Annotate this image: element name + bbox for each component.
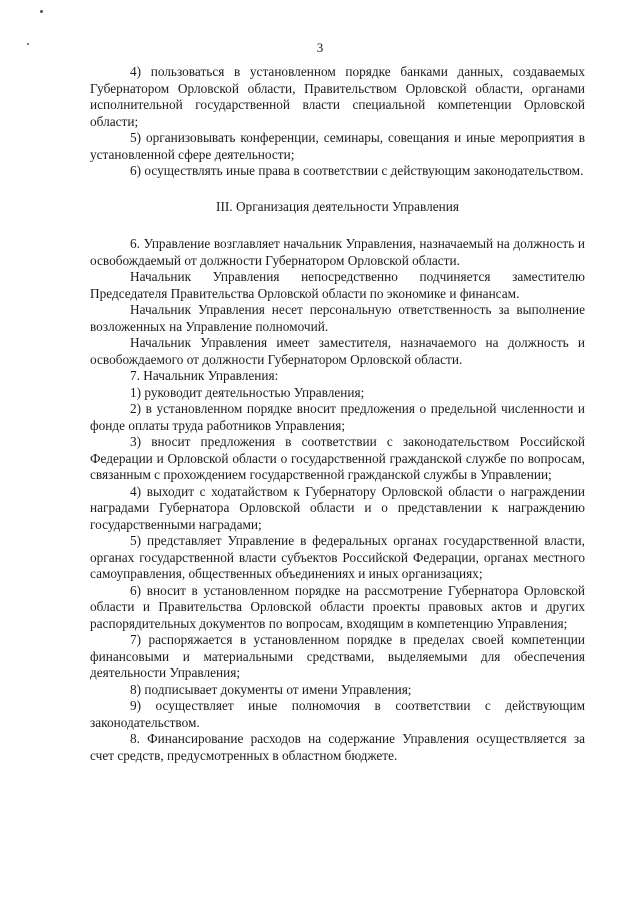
paragraph-6: 6. Управление возглавляет начальник Управления, назначаемый на должность и освобождаемый от должности Губернатором Орловской области. bbox=[90, 236, 585, 268]
section-heading: III. Организация деятельности Управления bbox=[216, 198, 459, 214]
paragraph-head-deputy: Начальник Управления имеет заместителя, назначаемого на должность и освобождаемого от должности Губернатором Орловской области. bbox=[90, 335, 585, 367]
document-body bbox=[90, 64, 585, 764]
list-item-7: 7) распоряжается в установленном порядке в пределах своей компетенции финансовыми и материальными средствами, выделяемыми для обеспечения деятельности Управления; bbox=[90, 632, 585, 680]
list-item-1: 1) руководит деятельностью Управления; bbox=[130, 384, 365, 400]
list-item-3: 3) вносит предложения в соответствии с законодательством Российской Федерации и Орловской области о государственной гражданской службе по вопросам, связанным с прохождением государственной гражданской службы в Управлении; bbox=[90, 434, 585, 482]
page-number: 3 bbox=[316, 40, 324, 55]
list-item-9: 9) осуществляет иные полномочия в соответствии с действующим законодательством. bbox=[90, 698, 585, 730]
scan-speck bbox=[40, 10, 43, 13]
list-item-5: 5) представляет Управление в федеральных органах государственной власти, органах государственной власти субъектов Российской Федерации, органах местного самоуправления, общественных объединениях и иных организациях; bbox=[90, 533, 585, 581]
list-item-2: 2) в установленном порядке вносит предложения о предельной численности и фонде оплаты труда работников Управления; bbox=[90, 401, 585, 433]
paragraph-7: 7. Начальник Управления: bbox=[130, 368, 279, 383]
paragraph-head-responsibility: Начальник Управления несет персональную ответственность за выполнение возложенных на Управление полномочий. bbox=[90, 302, 585, 334]
paragraph-head-subordination: Начальник Управления непосредственно подчиняется заместителю Председателя Правительства Орловской области по экономике и финансам. bbox=[90, 269, 585, 301]
list-item-8: 8) подписывает документы от имени Управления; bbox=[130, 681, 412, 697]
paragraph-rights-5: 5) организовывать конференции, семинары, совещания и иные мероприятия в установленной сфере деятельности; bbox=[90, 130, 585, 162]
paragraph-8: 8. Финансирование расходов на содержание Управления осуществляется за счет средств, предусмотренных в областном бюджете. bbox=[90, 731, 585, 763]
paragraph-rights-4: 4) пользоваться в установленном порядке банками данных, создаваемых Губернатором Орловской области, Правительством Орловской области, органами исполнительной государственной власти специальной компетенции Орловской области; bbox=[90, 64, 585, 129]
list-item-6: 6) вносит в установленном порядке на рассмотрение Губернатора Орловской области и Правительства Орловской области проекты правовых актов и других распорядительных документов по вопросам, входящим в компетенцию Управления; bbox=[90, 582, 585, 631]
list-item-4: 4) выходит с ходатайством к Губернатору Орловской области о награждении наградами Губернатора Орловской области и о представлении к награждению государственными наградами; bbox=[90, 483, 585, 532]
paragraph-rights-6: 6) осуществлять иные права в соответствии с действующим законодательством. bbox=[130, 163, 584, 178]
